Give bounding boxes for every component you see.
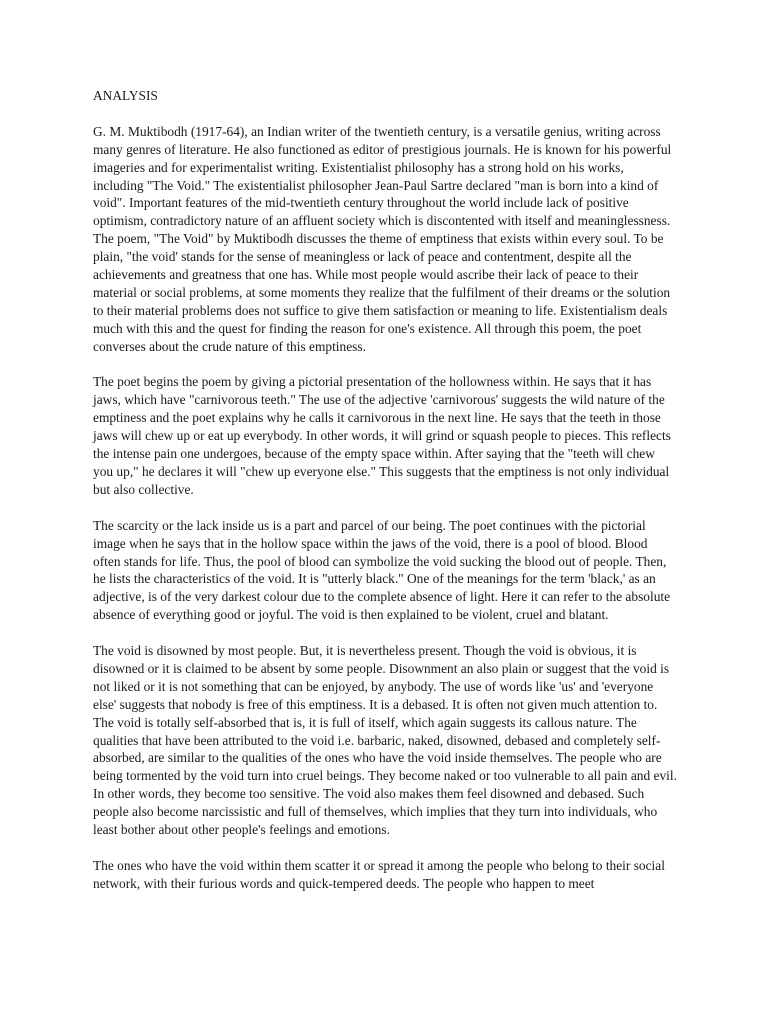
paragraph-2: The poet begins the poem by giving a pictorial presentation of the hollowness within. He says that it has jaws, which have "carnivorous teeth." The use of the adjective 'carnivorous' suggests the wild nature of the emptiness and the poet explains why he calls it carnivorous in the next line. He says that the teeth in those jaws will chew up or eat up everybody. In other words, it will grind or squash people to pieces. This reflects the intense pain one undergoes, because of the empty space within. After saying that the "teeth will chew you up," he declares it will "chew up everyone else." This suggests that the emptiness is not only individual but also collective. <box>93 374 671 497</box>
paragraph-5: The ones who have the void within them scatter it or spread it among the people who belong to their social network, with their furious words and quick-tempered deeds. The people who happen to meet <box>93 857 665 891</box>
paragraph-3: The scarcity or the lack inside us is a part and parcel of our being. The poet continues with the pictorial image when he says that in the hollow space within the jaws of the void, there is a pool of blood. Blood often stands for life. Thus, the pool of blood can symbolize the void sucking the blood out of people. Then, he lists the characteristics of the void. It is "utterly black." One of the meanings for the term 'black,' as an adjective, is of the very darkest colour due to the complete absence of light. Here it can refer to the absolute absence of everything good or joyful. The void is then explained to be violent, cruel and blatant. <box>93 517 671 623</box>
paragraph-4: The void is disowned by most people. But, it is nevertheless present. Though the void is obvious, it is disowned or it is claimed to be absent by some people. Disownment an also plain or suggest that the void is not liked or it is not something that can be enjoyed, by anybody. The use of words like 'us' and 'everyone else' suggests that nobody is free of this emptiness. It is a debased. It is often not given much attention to. The void is totally self-absorbed that is, it is full of itself, which again suggests its callous nature. The qualities that have been attributed to the void i.e. barbaric, naked, disowned, debased and completely self-absorbed, are similar to the qualities of the ones who have the void inside themselves. The people who are being tormented by the void turn into cruel beings. They become naked or too vulnerable to all pain and evil. In other words, they become too sensitive. The void also makes them feel disowned and debased. Such people also become narcissistic and full of themselves, which implies that they turn into individuals, who least bother about other people's feelings and emotions. <box>93 643 677 838</box>
page-title: ANALYSIS <box>93 88 158 103</box>
paragraph-1: G. M. Muktibodh (1917-64), an Indian writer of the twentieth century, is a versatile genius, writing across many genres of literature. He also functioned as editor of prestigious journals. He is known for his powerful imageries and for experimentalist writing. Existentialist philosophy has a strong hold on his works, including "The Void." The existentialist philosopher Jean-Paul Sartre declared "man is born into a kind of void". Important features of the mid-twentieth century throughout the world include lack of positive optimism, contradictory nature of an affluent society which is discontented with itself and meaninglessness. The poem, "The Void" by Muktibodh discusses the theme of emptiness that exists within every soul. To be plain, "the void' stands for the sense of meaningless or lack of peace and contentment, despite all the achievements and greatness that one has. While most people would ascribe their lack of peace to their material or social problems, at some moments they realize that the fulfilment of their dreams or the solution to their material problems does not suffice to give them satisfaction or meaning to life. Existentialism deals much with this and the quest for finding the reason for one's existence. All through this poem, the poet converses about the crude nature of this emptiness. <box>93 123 672 354</box>
document-body <box>93 87 677 911</box>
